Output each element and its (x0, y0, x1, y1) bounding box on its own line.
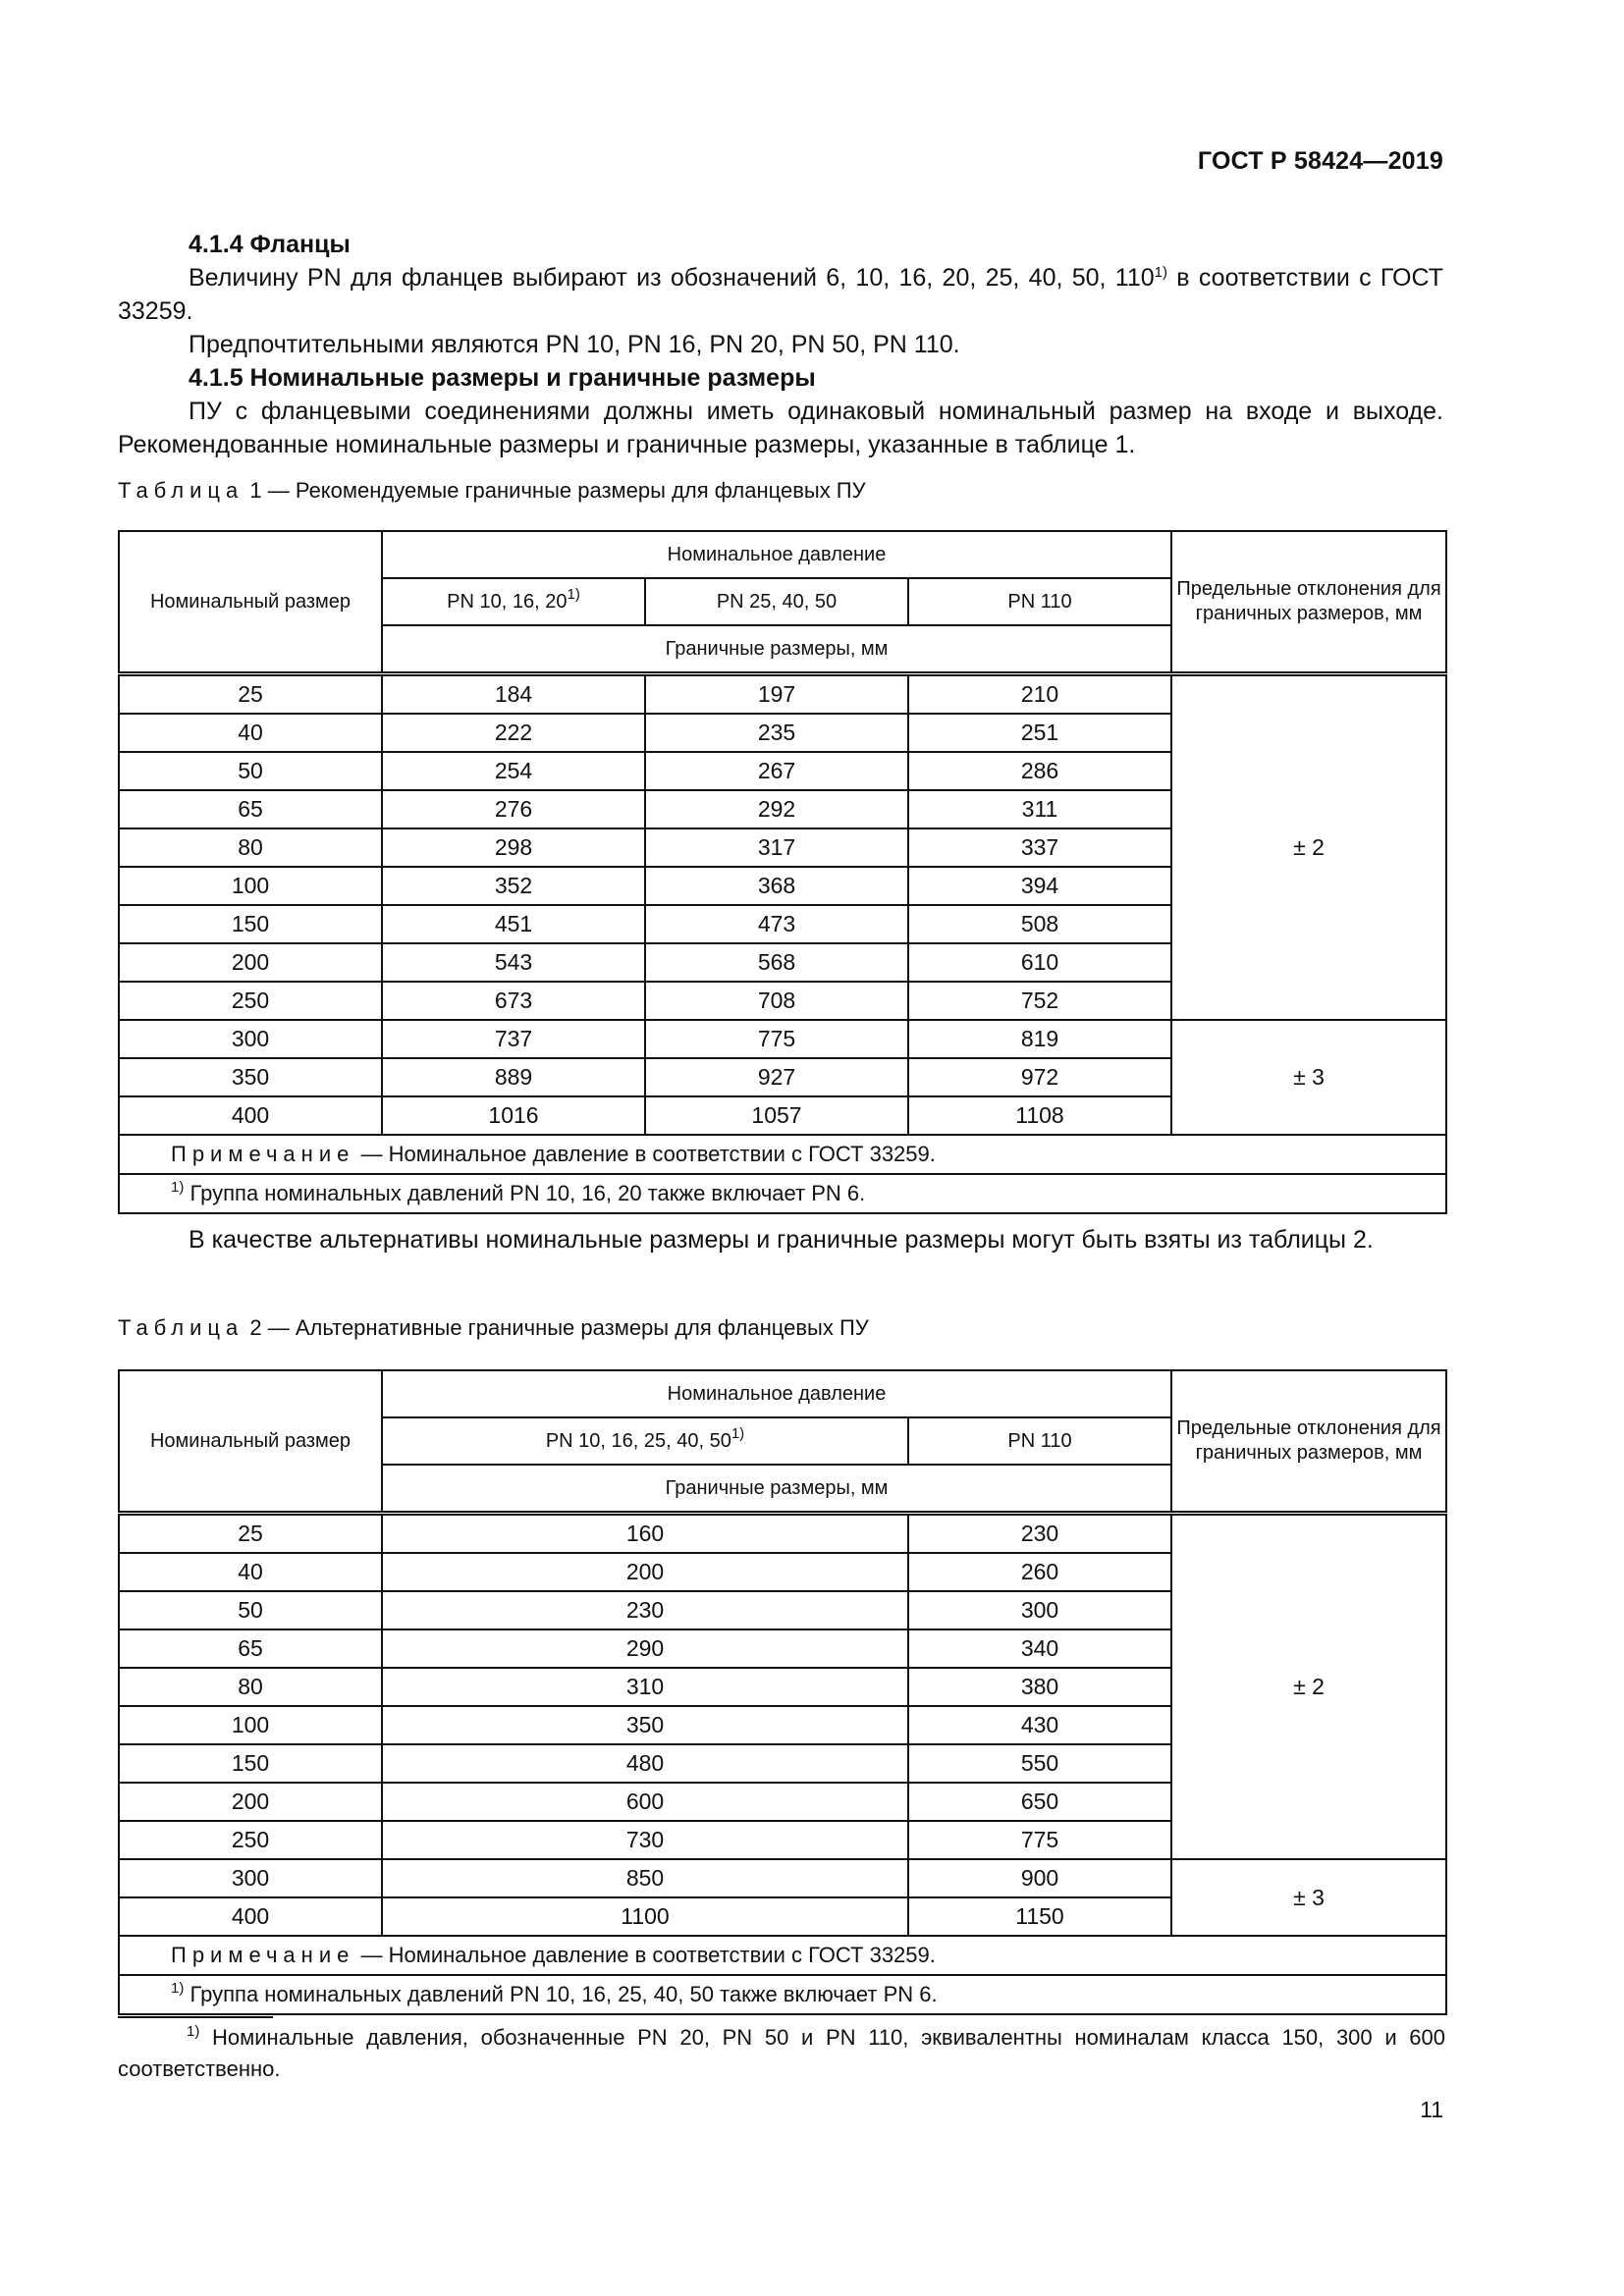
limit-size-cell: 568 (645, 943, 908, 982)
table2-caption: Таблица 2 — Альтернативные граничные размеры для фланцевых ПУ (118, 1315, 869, 1340)
nominal-size-cell: 50 (119, 1591, 382, 1629)
limit-size-cell: 508 (908, 905, 1171, 943)
header-pn-group-1: PN 10, 16, 25, 40, 50$^{1)}$ (382, 1417, 908, 1465)
nominal-size-cell: 25 (119, 1514, 382, 1554)
nominal-size-cell: 400 (119, 1096, 382, 1135)
header-deviation: Предельные отклонения для граничных размеров, мм (1171, 1370, 1446, 1514)
limit-size-cell: 254 (382, 752, 645, 790)
table-note: Примечание — Номинальное давление в соответствии с ГОСТ 33259. (119, 1135, 1446, 1174)
limit-size-cell: 730 (382, 1821, 908, 1859)
page-number: 11 (1420, 2097, 1443, 2122)
limit-size-cell: 480 (382, 1744, 908, 1783)
paragraph: Предпочтительными являются PN 10, PN 16, PN 20, PN 50, PN 110. (189, 331, 960, 358)
limit-size-cell: 286 (908, 752, 1171, 790)
nominal-size-cell: 65 (119, 790, 382, 828)
limit-size-cell: 276 (382, 790, 645, 828)
nominal-size-cell: 200 (119, 1783, 382, 1821)
limit-size-cell: 311 (908, 790, 1171, 828)
document-header: ГОСТ Р 58424—2019 (1197, 147, 1443, 175)
nominal-size-cell: 40 (119, 714, 382, 752)
limit-size-cell: 1057 (645, 1096, 908, 1135)
limit-size-cell: 210 (908, 674, 1171, 715)
header-pn-group-2: PN 25, 40, 50 (645, 578, 908, 625)
limit-size-cell: 230 (908, 1514, 1171, 1554)
limit-size-cell: 543 (382, 943, 645, 982)
limit-size-cell: 708 (645, 982, 908, 1020)
deviation-cell: ± 3 (1171, 1859, 1446, 1936)
section-title: 4.1.5 Номинальные размеры и граничные размеры (189, 364, 816, 392)
limit-size-cell: 222 (382, 714, 645, 752)
limit-size-cell: 673 (382, 982, 645, 1020)
limit-size-cell: 337 (908, 828, 1171, 867)
limit-size-cell: 350 (382, 1706, 908, 1744)
nominal-size-cell: 200 (119, 943, 382, 982)
limit-size-cell: 290 (382, 1629, 908, 1668)
header-pressure: Номинальное давление (382, 1370, 1171, 1417)
limit-size-cell: 368 (645, 867, 908, 905)
limit-size-cell: 352 (382, 867, 645, 905)
section-4-1-4 (118, 228, 1443, 461)
header-limits: Граничные размеры, мм (382, 1465, 1171, 1514)
limit-size-cell: 430 (908, 1706, 1171, 1744)
limit-size-cell: 610 (908, 943, 1171, 982)
limit-size-cell: 1108 (908, 1096, 1171, 1135)
deviation-cell: ± 3 (1171, 1020, 1446, 1135)
nominal-size-cell: 250 (119, 1821, 382, 1859)
limit-size-cell: 197 (645, 674, 908, 715)
limit-size-cell: 889 (382, 1058, 645, 1096)
limit-size-cell: 298 (382, 828, 645, 867)
table-row (119, 1514, 1446, 1554)
limit-size-cell: 251 (908, 714, 1171, 752)
limit-size-cell: 310 (382, 1668, 908, 1706)
nominal-size-cell: 40 (119, 1553, 382, 1591)
nominal-size-cell: 150 (119, 905, 382, 943)
limit-size-cell: 235 (645, 714, 908, 752)
limit-size-cell: 1150 (908, 1897, 1171, 1936)
limit-size-cell: 267 (645, 752, 908, 790)
limit-size-cell: 200 (382, 1553, 908, 1591)
limit-size-cell: 972 (908, 1058, 1171, 1096)
deviation-cell: ± 2 (1171, 1514, 1446, 1860)
table2 (118, 1369, 1447, 2015)
header-pn-group-3: PN 110 (908, 578, 1171, 625)
limit-size-cell: 550 (908, 1744, 1171, 1783)
nominal-size-cell: 350 (119, 1058, 382, 1096)
nominal-size-cell: 250 (119, 982, 382, 1020)
header-pressure: Номинальное давление (382, 531, 1171, 578)
limit-size-cell: 380 (908, 1668, 1171, 1706)
limit-size-cell: 819 (908, 1020, 1171, 1058)
footnote-divider (118, 2016, 273, 2018)
section-title: 4.1.4 Фланцы (189, 231, 351, 258)
limit-size-cell: 184 (382, 674, 645, 715)
header-pn-group-2: PN 110 (908, 1417, 1171, 1465)
limit-size-cell: 752 (908, 982, 1171, 1020)
nominal-size-cell: 25 (119, 674, 382, 715)
nominal-size-cell: 400 (119, 1897, 382, 1936)
limit-size-cell: 775 (908, 1821, 1171, 1859)
table1-caption: Таблица 1 — Рекомендуемые граничные размеры для фланцевых ПУ (118, 478, 866, 503)
limit-size-cell: 650 (908, 1783, 1171, 1821)
nominal-size-cell: 100 (119, 1706, 382, 1744)
limit-size-cell: 927 (645, 1058, 908, 1096)
table-footnote: $^{1)}$ Группа номинальных давлений PN 10, 16, 20 также включает PN 6. (119, 1174, 1446, 1213)
table1 (118, 530, 1447, 1214)
header-nominal-size: Номинальный размер (119, 1370, 382, 1514)
limit-size-cell: 473 (645, 905, 908, 943)
table-row (119, 1859, 1446, 1897)
nominal-size-cell: 65 (119, 1629, 382, 1668)
limit-size-cell: 1016 (382, 1096, 645, 1135)
limit-size-cell: 850 (382, 1859, 908, 1897)
nominal-size-cell: 80 (119, 828, 382, 867)
nominal-size-cell: 100 (119, 867, 382, 905)
header-nominal-size: Номинальный размер (119, 531, 382, 674)
header-deviation: Предельные отклонения для граничных размеров, мм (1171, 531, 1446, 674)
table-footnote: $^{1)}$ Группа номинальных давлений PN 10, 16, 25, 40, 50 также включает PN 6. (119, 1975, 1446, 2014)
limit-size-cell: 451 (382, 905, 645, 943)
between-paragraph (118, 1223, 1443, 1256)
limit-size-cell: 900 (908, 1859, 1171, 1897)
limit-size-cell: 775 (645, 1020, 908, 1058)
nominal-size-cell: 80 (119, 1668, 382, 1706)
limit-size-cell: 260 (908, 1553, 1171, 1591)
paragraph: В качестве альтернативы номинальные размеры и граничные размеры могут быть взяты из таблицы 2. (189, 1226, 1374, 1254)
page-footnote: $^{1)}$ Номинальные давления, обозначенные PN 20, PN 50 и PN 110, эквивалентны номиналам класса 150, 300 и 600 соответственно. (118, 2023, 1445, 2081)
limit-size-cell: 394 (908, 867, 1171, 905)
nominal-size-cell: 150 (119, 1744, 382, 1783)
nominal-size-cell: 50 (119, 752, 382, 790)
paragraph: Величину PN для фланцев выбирают из обозначений 6, 10, 16, 20, 25, 40, 50, 110$^{1)}$ в соответствии с ГОСТ 33259. (118, 264, 1443, 325)
table-row (119, 674, 1446, 715)
limit-size-cell: 300 (908, 1591, 1171, 1629)
paragraph: ПУ с фланцевыми соединениями должны иметь одинаковый номинальный размер на входе и выходе. Рекомендованные номинальные размеры и граничные размеры, указанные в таблице 1. (118, 398, 1443, 458)
limit-size-cell: 1100 (382, 1897, 908, 1936)
limit-size-cell: 230 (382, 1591, 908, 1629)
table-row (119, 1020, 1446, 1058)
nominal-size-cell: 300 (119, 1020, 382, 1058)
table-note: Примечание — Номинальное давление в соответствии с ГОСТ 33259. (119, 1936, 1446, 1975)
nominal-size-cell: 300 (119, 1859, 382, 1897)
deviation-cell: ± 2 (1171, 674, 1446, 1021)
limit-size-cell: 600 (382, 1783, 908, 1821)
limit-size-cell: 160 (382, 1514, 908, 1554)
limit-size-cell: 340 (908, 1629, 1171, 1668)
limit-size-cell: 317 (645, 828, 908, 867)
header-limits: Граничные размеры, мм (382, 625, 1171, 674)
limit-size-cell: 292 (645, 790, 908, 828)
header-pn-group-1: PN 10, 16, 20$^{1)}$ (382, 578, 645, 625)
limit-size-cell: 737 (382, 1020, 645, 1058)
